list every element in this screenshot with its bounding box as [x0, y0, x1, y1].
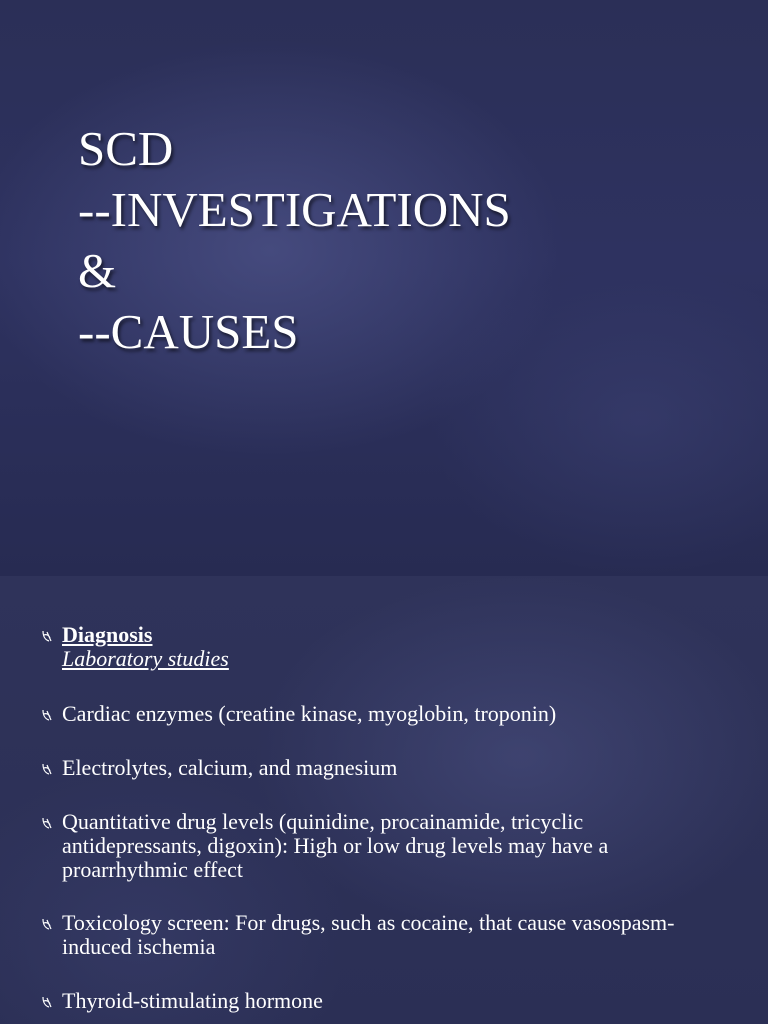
title-line: --CAUSES	[78, 304, 299, 359]
curl-bullet-icon	[40, 917, 54, 931]
list-item	[62, 810, 722, 882]
curl-bullet-icon	[40, 708, 54, 722]
curl-bullet-icon	[40, 816, 54, 830]
list-item	[62, 756, 722, 780]
list-item	[62, 623, 722, 671]
bullet-text: Electrolytes, calcium, and magnesium	[62, 755, 398, 780]
bullet-text: Thyroid-stimulating hormone	[62, 988, 323, 1013]
list-item	[62, 911, 722, 959]
curl-bullet-icon	[40, 762, 54, 776]
list-item	[62, 702, 722, 726]
bullet-text: Cardiac enzymes (creatine kinase, myoglobin, troponin)	[62, 701, 557, 726]
title-line: --INVESTIGATIONS	[78, 182, 511, 237]
curl-bullet-icon	[40, 629, 54, 643]
section-subheading: Laboratory studies	[62, 646, 229, 671]
title-line: &	[78, 243, 117, 298]
section-heading: Diagnosis	[62, 622, 153, 647]
list-item	[62, 989, 722, 1013]
curl-bullet-icon	[40, 995, 54, 1009]
slide-title	[78, 118, 511, 362]
bullet-text: Toxicology screen: For drugs, such as cocaine, that cause vasospasm-induced ischemia	[62, 910, 675, 959]
content-slide	[0, 576, 768, 1024]
bullet-text: Quantitative drug levels (quinidine, procainamide, tricyclic antidepressants, digoxin): High or low drug levels may have a proarrhythmic effect	[62, 809, 609, 882]
title-line: SCD	[78, 121, 174, 176]
